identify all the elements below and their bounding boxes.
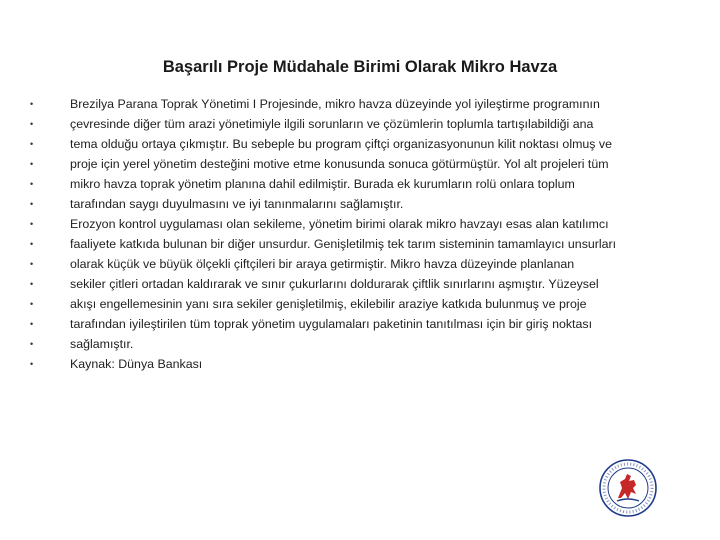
list-item: • Erozyon kontrol uygulaması olan sekileme, yönetim birimi olarak mikro havzayı esas alan katılımcı [30, 217, 680, 231]
list-item: • tarafından saygı duyulmasını ve iyi tanınmalarını sağlamıştır. [30, 197, 680, 211]
list-item: • faaliyete katkıda bulunan bir diğer unsurdur. Genişletilmiş tek tarım sisteminin tamamlayıcı unsurları [30, 237, 680, 251]
list-item: • mikro havza toprak yönetim planına dahil edilmiştir. Burada ek kurumların rolü onlara toplum [30, 177, 680, 191]
list-item: • tema olduğu ortaya çıkmıştır. Bu sebeple bu program çiftçi organizasyonunun kilit noktası olmuş ve [30, 137, 680, 151]
list-item: • çevresinde diğer tüm arazi yönetimiyle ilgili sorunların ve çözümlerin toplumla tartışılabildiği ana [30, 117, 680, 131]
list-item: • tarafından iyileştirilen tüm toprak yönetim uygulamaları paketinin tanıtılması için bir giriş noktası [30, 317, 680, 331]
slide-title: Başarılı Proje Müdahale Birimi Olarak Mikro Havza [162, 58, 558, 76]
list-item: • proje için yerel yönetim desteğini motive etme konusunda sonuca götürmüştür. Yol alt projeleri tüm [30, 157, 680, 171]
list-item: • sekiler çitleri ortadan kaldırarak ve sınır çukurlarını doldurarak çiftlik sınırlarını aşmıştır. Yüzeysel [30, 277, 680, 291]
university-seal-icon [598, 458, 658, 518]
list-item: • olarak küçük ve büyük ölçekli çiftçileri bir araya getirmiştir. Mikro havza düzeyinde planlanan [30, 257, 680, 271]
list-item: • akışı engellemesinin yanı sıra sekiler genişletilmiş, ekilebilir araziye katkıda bulunmuş ve proje [30, 297, 680, 311]
list-item: • Brezilya Parana Toprak Yönetimi I Projesinde, mikro havza düzeyinde yol iyileştirme programının [30, 97, 680, 111]
list-item: • sağlamıştır. [30, 337, 680, 351]
list-item: • Kaynak: Dünya Bankası [30, 357, 680, 371]
bullet-list [30, 97, 680, 377]
